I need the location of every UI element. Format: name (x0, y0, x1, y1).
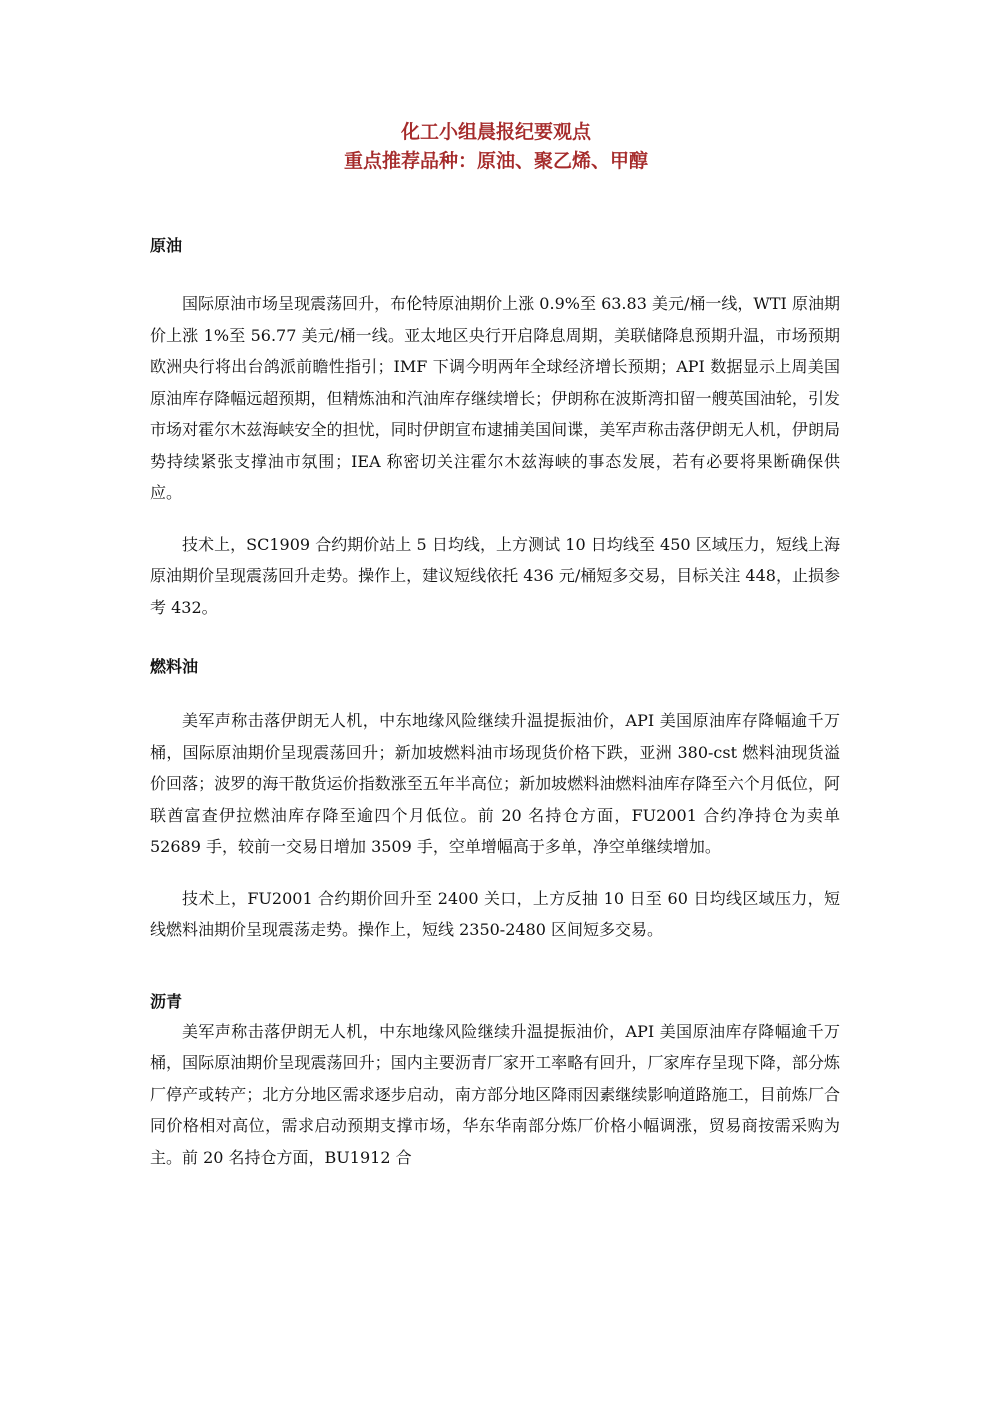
paragraph-crude-oil-technical: 技术上，SC1909 合约期价站上 5 日均线，上方测试 10 日均线至 450 区域压力，短线上海原油期价呈现震荡回升走势。操作上，建议短线依托 436 元/桶短多交易，目标关注 448，止损参考 432。 (150, 534, 840, 617)
section-fuel-oil (150, 655, 840, 946)
paragraph-crude-oil-fundamentals: 国际原油市场呈现震荡回升，布伦特原油期价上涨 0.9%至 63.83 美元/桶一线，WTI 原油期价上涨 1%至 56.77 美元/桶一线。亚太地区央行开启降息周期，美联储降息预期升温，市场预期欧洲央行将出台鸽派前瞻性指引；IMF 下调今明两年全球经济增长预期；API 数据显示上周美国原油库存降幅远超预期，但精炼油和汽油库存继续增长；伊朗称在波斯湾扣留一艘英国油轮，引发市场对霍尔木兹海峡安全的担忧，同时伊朗宣布逮捕美国间谍，美军声称击落伊朗无人机，伊朗局势持续紧张支撑油市氛围；IEA 称密切关注霍尔木兹海峡的事态发展，若有必要将果断确保供应。 (150, 294, 840, 502)
section-heading-bitumen: 沥青 (150, 991, 183, 1011)
section-heading-crude-oil: 原油 (150, 236, 183, 255)
paragraph-fuel-oil-fundamentals: 美军声称击落伊朗无人机，中东地缘风险继续升温提振油价，API 美国原油库存降幅逾千万桶，国际原油期价呈现震荡回升；新加坡燃料油市场现货价格下跌，亚洲 380-cst 燃料油现货溢价回落；波罗的海干散货运价指数涨至五年半高位；新加坡燃料油燃料油库存降至六个月低位，阿联酋富查伊拉燃油库存降至逾四个月低位。前 20 名持仓方面，FU2001 合约净持仓为卖单 52689 手，较前一交易日增加 3509 手，空单增幅高于多单，净空单继续增加。 (150, 711, 840, 856)
section-crude-oil (150, 234, 840, 623)
report-title: 化工小组晨报纪要观点 (400, 121, 591, 143)
paragraph-bitumen-fundamentals: 美军声称击落伊朗无人机，中东地缘风险继续升温提振油价，API 美国原油库存降幅逾千万桶，国际原油期价呈现震荡回升；国内主要沥青厂家开工率略有回升，厂家库存呈现下降，部分炼厂停产或转产；北方分地区需求逐步启动，南方部分地区降雨因素继续影响道路施工，目前炼厂合同价格相对高位，需求启动预期支撑市场，华东华南部分炼厂价格小幅调涨，贸易商按需采购为主。前 20 名持仓方面，BU1912 合 (150, 1021, 840, 1167)
report-subtitle: 重点推荐品种：原油、聚乙烯、甲醇 (343, 150, 648, 172)
section-bitumen (150, 990, 840, 1174)
paragraph-fuel-oil-technical: 技术上，FU2001 合约期价回升至 2400 关口，上方反抽 10 日至 60 日均线区域压力，短线燃料油期价呈现震荡走势。操作上，短线 2350-2480 区间短多交易。 (150, 888, 840, 939)
report-title-block (0, 118, 992, 176)
report-body (150, 234, 840, 1173)
section-heading-fuel-oil: 燃料油 (150, 657, 199, 676)
